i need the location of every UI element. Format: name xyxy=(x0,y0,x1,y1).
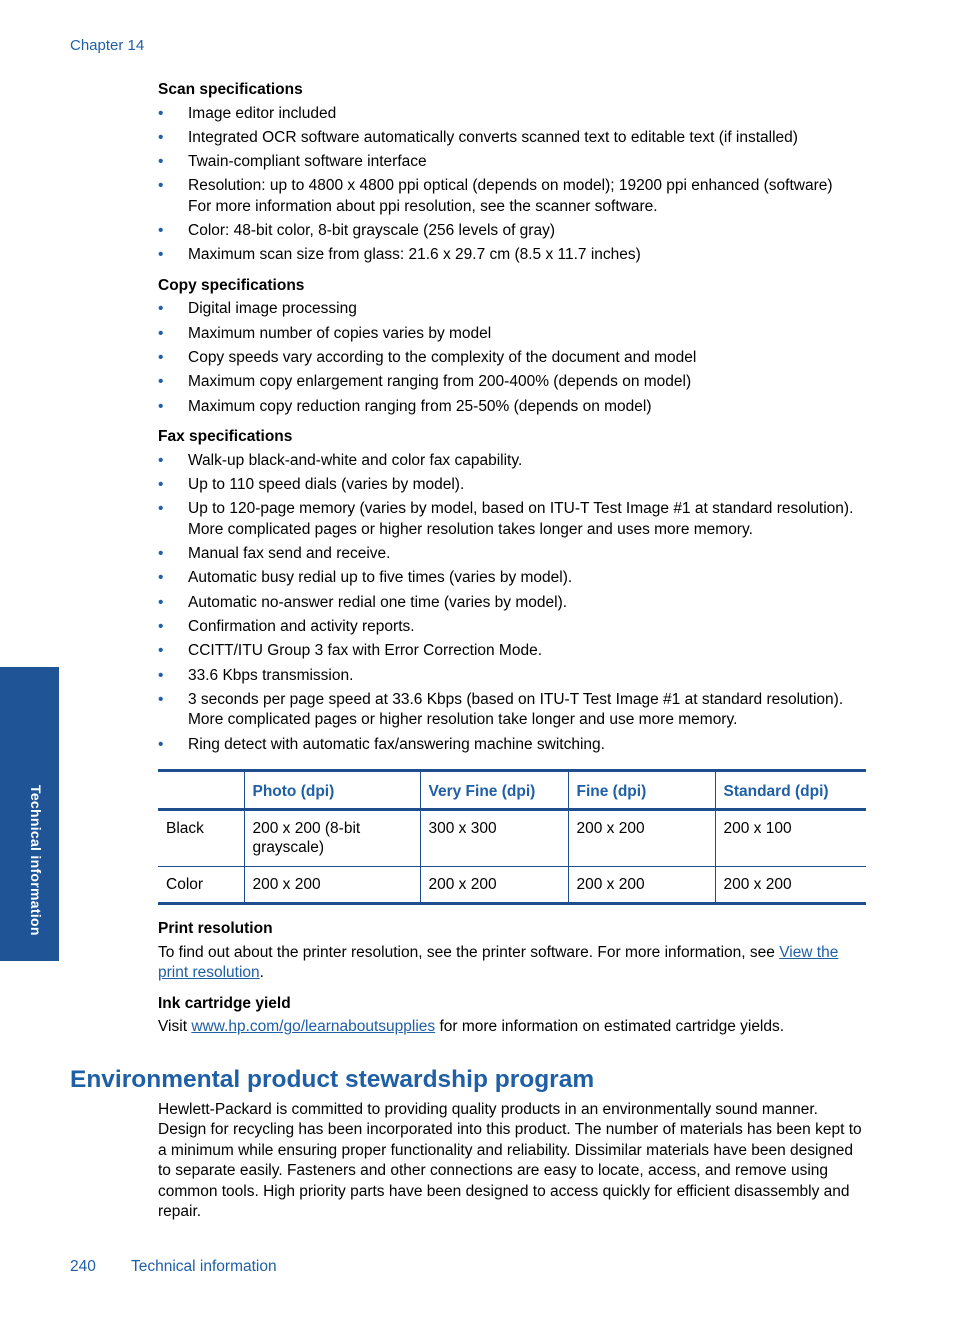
side-section-tab xyxy=(0,667,59,961)
list-item: • Automatic no-answer redial one time (varies by model). xyxy=(158,593,868,614)
environment-text: Hewlett-Packard is committed to providing quality products in an environmentally sound manner. Design for recycling has been incorporated into this product. The number of materials has been kept to a minimum while ensuring proper functionality and reliability. Dissimilar materials have been designed to separate easily. Fasteners and other connections are easy to locate, access, and remove using common tools. High priority parts have been designed to access quickly for efficient disassembly and repair. xyxy=(158,1101,862,1221)
list-item: • Maximum scan size from glass: 21.6 x 29.7 cm (8.5 x 11.7 inches) xyxy=(158,245,868,266)
list-item: • Up to 120-page memory (varies by model, based on ITU-T Test Image #1 at standard resolution). More complicated pages or higher resolution takes longer and uses more memory. xyxy=(158,500,854,538)
bullet-icon: • xyxy=(158,324,164,342)
bullet-icon: • xyxy=(158,617,164,635)
bullet-icon: • xyxy=(158,349,164,367)
bullet-icon: • xyxy=(158,500,164,518)
list-item: • Maximum copy reduction ranging from 25-50% (depends on model) xyxy=(158,397,868,418)
fax-resolution-table xyxy=(158,769,866,905)
bullet-icon: • xyxy=(158,451,164,469)
table-row xyxy=(158,810,866,867)
list-item: • CCITT/ITU Group 3 fax with Error Correction Mode. xyxy=(158,641,868,662)
bullet-icon: • xyxy=(158,593,164,611)
list-item: • Automatic busy redial up to five times (varies by model). xyxy=(158,568,868,589)
bullet-icon: • xyxy=(158,397,164,415)
copy-spec-list xyxy=(158,299,868,417)
table-header-photo: Photo (dpi) xyxy=(244,771,420,810)
bullet-icon: • xyxy=(158,300,164,318)
list-item: • 33.6 Kbps transmission. xyxy=(158,666,868,687)
table-cell: 200 x 200 xyxy=(420,867,568,904)
table-header-standard: Standard (dpi) xyxy=(715,771,866,810)
view-print-resolution-link[interactable]: View the print resolution xyxy=(158,943,839,982)
table-cell: Black xyxy=(158,810,244,867)
bullet-icon: • xyxy=(158,104,164,122)
list-item: • Color: 48-bit color, 8-bit grayscale (256 levels of gray) xyxy=(158,221,868,242)
table-cell: 200 x 200 xyxy=(568,867,715,904)
list-item: • Twain-compliant software interface xyxy=(158,152,868,173)
table-header-fine: Fine (dpi) xyxy=(568,771,715,810)
table-cell: 300 x 300 xyxy=(420,810,568,867)
bullet-icon: • xyxy=(158,666,164,684)
bullet-icon: • xyxy=(158,373,164,391)
bullet-icon: • xyxy=(158,177,164,195)
list-item: • Integrated OCR software automatically converts scanned text to editable text (if installed) xyxy=(158,128,868,149)
fax-spec-heading: Fax specifications xyxy=(158,428,293,446)
table-cell: Color xyxy=(158,867,244,904)
list-item: • Ring detect with automatic fax/answering machine switching. xyxy=(158,735,868,756)
list-item: • Maximum number of copies varies by model xyxy=(158,324,868,345)
bullet-icon: • xyxy=(158,545,164,563)
bullet-icon: • xyxy=(158,569,164,587)
scan-spec-heading: Scan specifications xyxy=(158,81,303,98)
table-cell: 200 x 200 xyxy=(244,867,420,904)
side-tab-label: Technical information xyxy=(28,785,44,936)
table-header-very-fine: Very Fine (dpi) xyxy=(420,771,568,810)
table-header-row xyxy=(158,771,866,810)
ink-yield-text: Visit www.hp.com/go/learnaboutsupplies for more information on estimated cartridge yields. xyxy=(158,1018,785,1036)
list-item: • Manual fax send and receive. xyxy=(158,544,868,565)
environment-heading: Environmental product stewardship program xyxy=(70,1066,595,1093)
table-cell: 200 x 200 (8-bit grayscale) xyxy=(244,810,420,867)
list-item: • Walk-up black-and-white and color fax capability. xyxy=(158,451,868,472)
table-row xyxy=(158,867,866,904)
copy-spec-heading: Copy specifications xyxy=(158,276,305,294)
list-item: • Digital image processing xyxy=(158,299,868,320)
bullet-icon: • xyxy=(158,246,164,264)
table-header-empty xyxy=(158,771,244,810)
list-item: • Image editor included xyxy=(158,104,868,125)
list-item: • 3 seconds per page speed at 33.6 Kbps (based on ITU-T Test Image #1 at standard resolution). More complicated pages or higher resolution take longer and use more memory. xyxy=(158,690,844,729)
bullet-icon: • xyxy=(158,475,164,493)
table-cell: 200 x 200 xyxy=(568,810,715,867)
table-cell: 200 x 200 xyxy=(715,867,866,904)
bullet-icon: • xyxy=(158,128,164,146)
page-number: 240 xyxy=(70,1258,96,1275)
list-item: • Confirmation and activity reports. xyxy=(158,617,868,638)
bullet-icon: • xyxy=(158,735,164,753)
bullet-icon: • xyxy=(158,153,164,171)
list-item: • Resolution: up to 4800 x 4800 ppi optical (depends on model); 19200 ppi enhanced (software) For more information about ppi resolution, see the scanner software. xyxy=(158,177,833,215)
scan-spec-list xyxy=(158,104,868,266)
bullet-icon: • xyxy=(158,690,164,708)
list-item: • Maximum copy enlargement ranging from 200-400% (depends on model) xyxy=(158,372,868,393)
table-cell: 200 x 100 xyxy=(715,810,866,867)
spec-content xyxy=(158,80,868,1041)
ink-yield-heading: Ink cartridge yield xyxy=(158,994,291,1012)
list-item: • Up to 110 speed dials (varies by model). xyxy=(158,475,868,496)
chapter-label: Chapter 14 xyxy=(70,37,145,54)
fax-spec-list xyxy=(158,451,868,755)
print-resolution-heading: Print resolution xyxy=(158,920,273,938)
list-item: • Copy speeds vary according to the complexity of the document and model xyxy=(158,348,868,369)
footer-section-title: Technical information xyxy=(131,1258,277,1275)
print-resolution-text: To find out about the printer resolution, see the printer software. For more information, see View the print resolution. xyxy=(158,943,839,982)
bullet-icon: • xyxy=(158,222,164,240)
bullet-icon: • xyxy=(158,642,164,660)
hp-supplies-link[interactable]: www.hp.com/go/learnaboutsupplies xyxy=(191,1018,436,1036)
